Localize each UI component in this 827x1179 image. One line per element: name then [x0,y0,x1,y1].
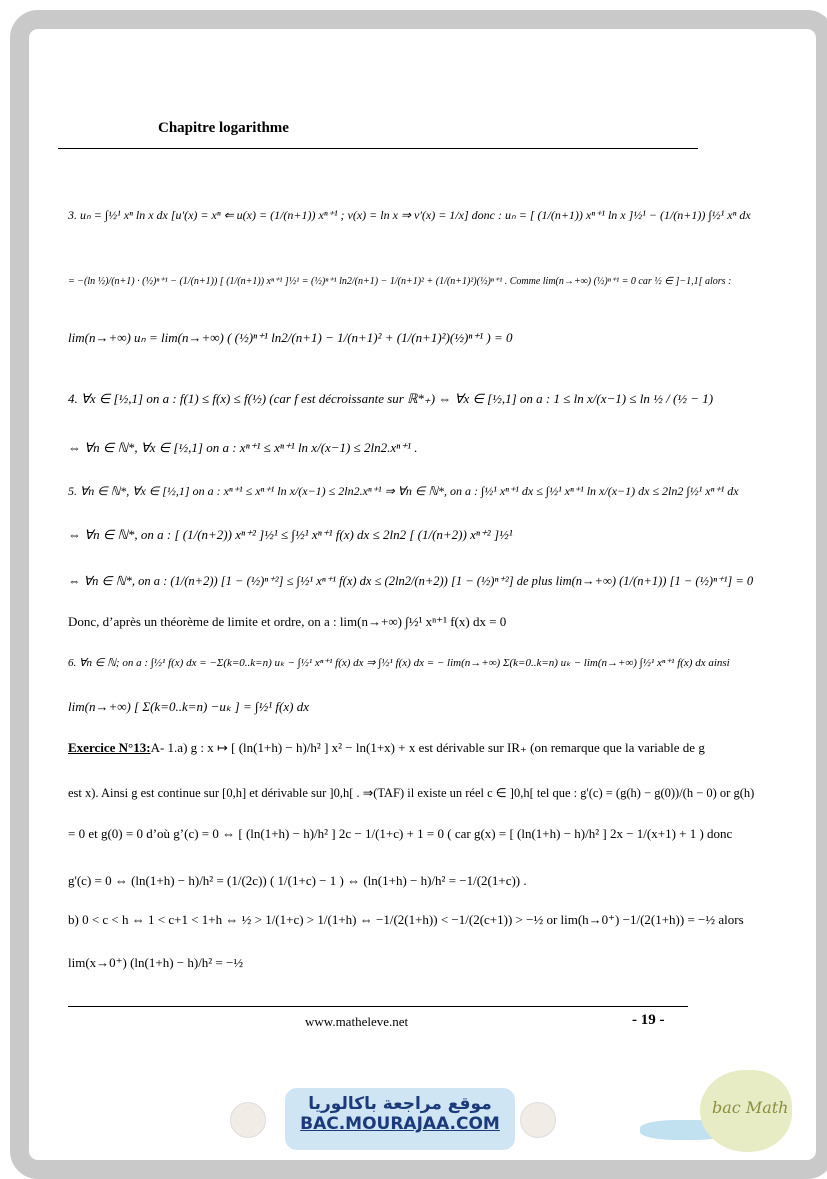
text-line-7: ⇔ ∀n ∈ ℕ*, on a : [ (1/(n+2)) xⁿ⁺² ]½¹ ≤ ∫½¹ xⁿ⁺¹ f(x) dx ≤ 2ln2 [ (1/(n+2)) xⁿ⁺² ]½¹ [68,527,513,542]
footer-url[interactable]: www.matheleve.net [305,1014,409,1029]
text-line-6: 5. ∀n ∈ ℕ*, ∀x ∈ [½,1] on a : xⁿ⁺¹ ≤ xⁿ⁺¹ ln x/(x−1) ≤ 2ln2.xⁿ⁺¹ ⇒ ∀n ∈ ℕ*, on a : ∫½¹ xⁿ⁺¹ dx ≤ ∫½¹ xⁿ⁺¹ ln x/(x−1) dx ≤ 2ln2 ∫½¹ xⁿ⁺¹ dx [68,484,739,498]
text-line-9: Donc, d’après un théorème de limite et ordre, on a : lim(n→+∞) ∫½¹ xⁿ⁺¹ f(x) dx = 0 [68,614,507,629]
text-line-11: lim(n→+∞) [ Σ(k=0..k=n) −uₖ ] = ∫½¹ f(x) dx [68,699,309,714]
chapter-title: Chapitre logarithme [158,120,289,136]
site-banner[interactable] [285,1088,515,1150]
text-line-8: ⇔ ∀n ∈ ℕ*, on a : (1/(n+2)) [1 − (½)ⁿ⁺²] ≤ ∫½¹ xⁿ⁺¹ f(x) dx ≤ (2ln2/(n+2)) [1 − (½)ⁿ⁺²] de plus lim(n→+∞) (1/(n+1)) [1 − (½)ⁿ⁺¹] = 0 [68,574,754,588]
text-line-5: ⇔ ∀n ∈ ℕ*, ∀x ∈ [½,1] on a : xⁿ⁺¹ ≤ xⁿ⁺¹ ln x/(x−1) ≤ 2ln2.xⁿ⁺¹ . [68,440,418,455]
exercise-text-1: A- 1.a) g : x ↦ [ (ln(1+h) − h)/h² ] x² − ln(1+x) + x est dérivable sur IR₊ (on remarque que la variable de g [150,740,705,755]
exercise-title: Exercice N°13: [68,740,151,755]
exercise-line-5: b) 0 < c < h ⇔ 1 < c+1 < 1+h ⇔ ½ > 1/(1+c) > 1/(1+h) ⇔ −1/(2(1+h)) < −1/(2(c+1)) > −½ or lim(h→0⁺) −1/(2(1+h)) = −½ alors [68,912,744,927]
text-line-3: lim(n→+∞) uₙ = lim(n→+∞) ( (½)ⁿ⁺¹ ln2/(n+1) − 1/(n+1)² + (1/(n+1)²)(½)ⁿ⁺¹ ) = 0 [68,330,513,345]
exercise-line-2: est x). Ainsi g est continue sur [0,h] et dérivable sur ]0,h[ . ⇒(TAF) il existe un réel c ∈ ]0,h[ tel que : g'(c) = (g(h) − g(0))/(h − 0) or g(h) [68,786,755,800]
site-logo-right-icon [520,1102,556,1138]
exercise-line-4: g'(c) = 0 ⇔ (ln(1+h) − h)/h² = (1/(2c)) ( 1/(1+c) − 1 ) ⇔ (ln(1+h) − h)/h² = −1/(2(1+c)) . [68,873,527,888]
text-line-10: 6. ∀n ∈ ℕ; on a : ∫½¹ f(x) dx = −Σ(k=0..k=n) uₖ − ∫½¹ xⁿ⁺¹ f(x) dx ⇒ ∫½¹ f(x) dx = − lim(n→+∞) Σ(k=0..k=n) uₖ − lim(n→+∞) ∫½¹ xⁿ⁺¹ f(x) dx ainsi [68,657,730,669]
site-logo-left-icon [230,1102,266,1138]
text-line-2: = −(ln ½)/(n+1) · (½)ⁿ⁺¹ − (1/(n+1)) [ (1/(n+1)) xⁿ⁺¹ ]½¹ = (½)ⁿ⁺¹ ln2/(n+1) − 1/(n+1)² + (1/(n+1)²)(½)ⁿ⁺¹ . Comme lim(n→+∞) (½)ⁿ⁺¹ = 0 car ½ ∈ ]−1,1[ alors : [68,276,732,287]
exercise-line-1 [68,740,705,756]
page-number: - 19 - [632,1012,665,1028]
exercise-line-3: = 0 et g(0) = 0 d’où g’(c) = 0 ⇔ [ (ln(1+h) − h)/h² ] 2c − 1/(1+c) + 1 = 0 ( car g(x) = [ (ln(1+h) − h)/h² ] 2x − 1/(x+1) + 1 ) donc [68,826,733,841]
header-rule [58,148,698,149]
text-line-4: 4. ∀x ∈ [½,1] on a : f(1) ≤ f(x) ≤ f(½) (car f est décroissante sur ℝ*₊) ⇔ ∀x ∈ [½,1] on a : 1 ≤ ln x/(x−1) ≤ ln ½ / (½ − 1) [68,391,714,406]
bac-math-badge [700,1070,792,1152]
bac-math-badge-text: bac Math [712,1098,789,1117]
text-line-1: 3. uₙ = ∫½¹ xⁿ ln x dx [u'(x) = xⁿ ⇐ u(x) = (1/(n+1)) xⁿ⁺¹ ; v(x) = ln x ⇒ v'(x) = 1/x] donc : uₙ = [ (1/(n+1)) xⁿ⁺¹ ln x ]½¹ − (1/(n+1)) ∫½¹ xⁿ dx [68,208,751,222]
footer-rule [68,1006,688,1007]
banner-arabic-title: موقع مراجعة باكالوريا [308,1094,492,1114]
exercise-line-6: lim(x→0⁺) (ln(1+h) − h)/h² = −½ [68,955,244,970]
banner-url-link[interactable]: BAC.MOURAJAA.COM [300,1114,500,1134]
